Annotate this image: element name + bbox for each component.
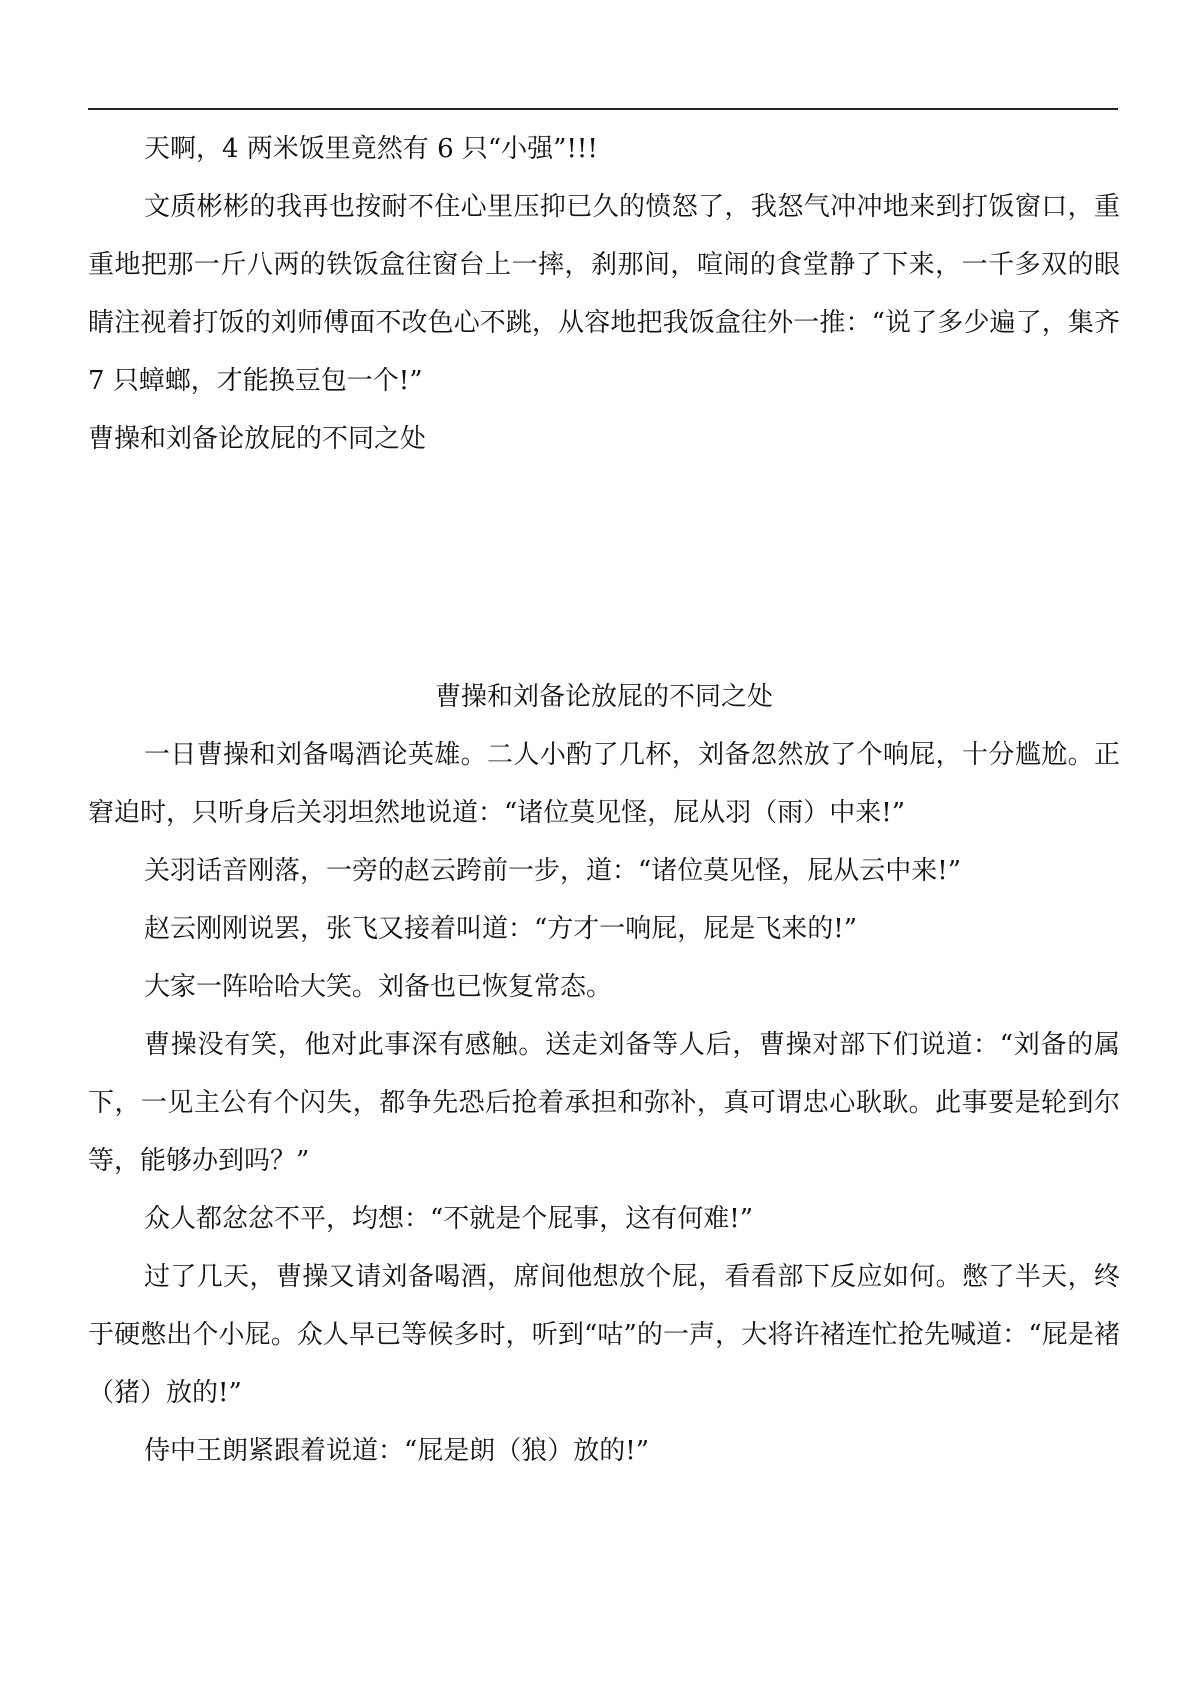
paragraph-next-title: 曹操和刘备论放屁的不同之处 xyxy=(88,424,427,454)
paragraph: 一日曹操和刘备喝酒论英雄。二人小酌了几杯，刘备忽然放了个响屁，十分尴尬。正窘迫时，只听身后关羽坦然地说道：“诸位莫见怪，屁从羽（雨）中来!” xyxy=(88,740,1120,828)
paragraph: 过了几天，曹操又请刘备喝酒，席间他想放个屁，看看部下反应如何。憋了半天，终于硬憋出个小屁。众人早已等候多时，听到“咕”的一声，大将许褚连忙抢先喊道：“屁是褚（猪）放的!” xyxy=(88,1262,1120,1408)
paragraph-canteen-story: 文质彬彬的我再也按耐不住心里压抑已久的愤怒了，我怒气冲冲地来到打饭窗口，重重地把那一斤八两的铁饭盒往窗台上一摔，刹那间，喧闹的食堂静了下来，一千多双的眼睛注视着打饭的刘师傅面不改色心不跳，从容地把我饭盒往外一推：“说了多少遍了，集齐 7 只蟑螂，才能换豆包一个!” xyxy=(88,192,1120,396)
section-spacer xyxy=(88,468,1120,668)
paragraph: 赵云刚刚说罢，张飞又接着叫道：“方才一响屁，屁是飞来的!” xyxy=(144,914,858,944)
paragraph: 关羽话音刚落，一旁的赵云跨前一步，道：“诸位莫见怪，屁从云中来!” xyxy=(144,856,962,886)
paragraph: 曹操没有笑，他对此事深有感触。送走刘备等人后，曹操对部下们说道：“刘备的属下，一见主公有个闪失，都争先恐后抢着承担和弥补，真可谓忠心耿耿。此事要是轮到尔等，能够办到吗？” xyxy=(88,1030,1120,1176)
section-title: 曹操和刘备论放屁的不同之处 xyxy=(434,682,773,712)
document-page xyxy=(88,120,1120,1480)
paragraph: 侍中王朗紧跟着说道：“屁是朗（狼）放的!” xyxy=(144,1436,650,1466)
header-rule xyxy=(88,108,1118,110)
paragraph: 大家一阵哈哈大笑。刘备也已恢复常态。 xyxy=(144,972,613,1002)
paragraph: 众人都忿忿不平，均想：“不就是个屁事，这有何难!” xyxy=(144,1204,754,1234)
paragraph-cockroach-exclaim: 天啊，4 两米饭里竟然有 6 只“小强”!!! xyxy=(144,134,598,164)
